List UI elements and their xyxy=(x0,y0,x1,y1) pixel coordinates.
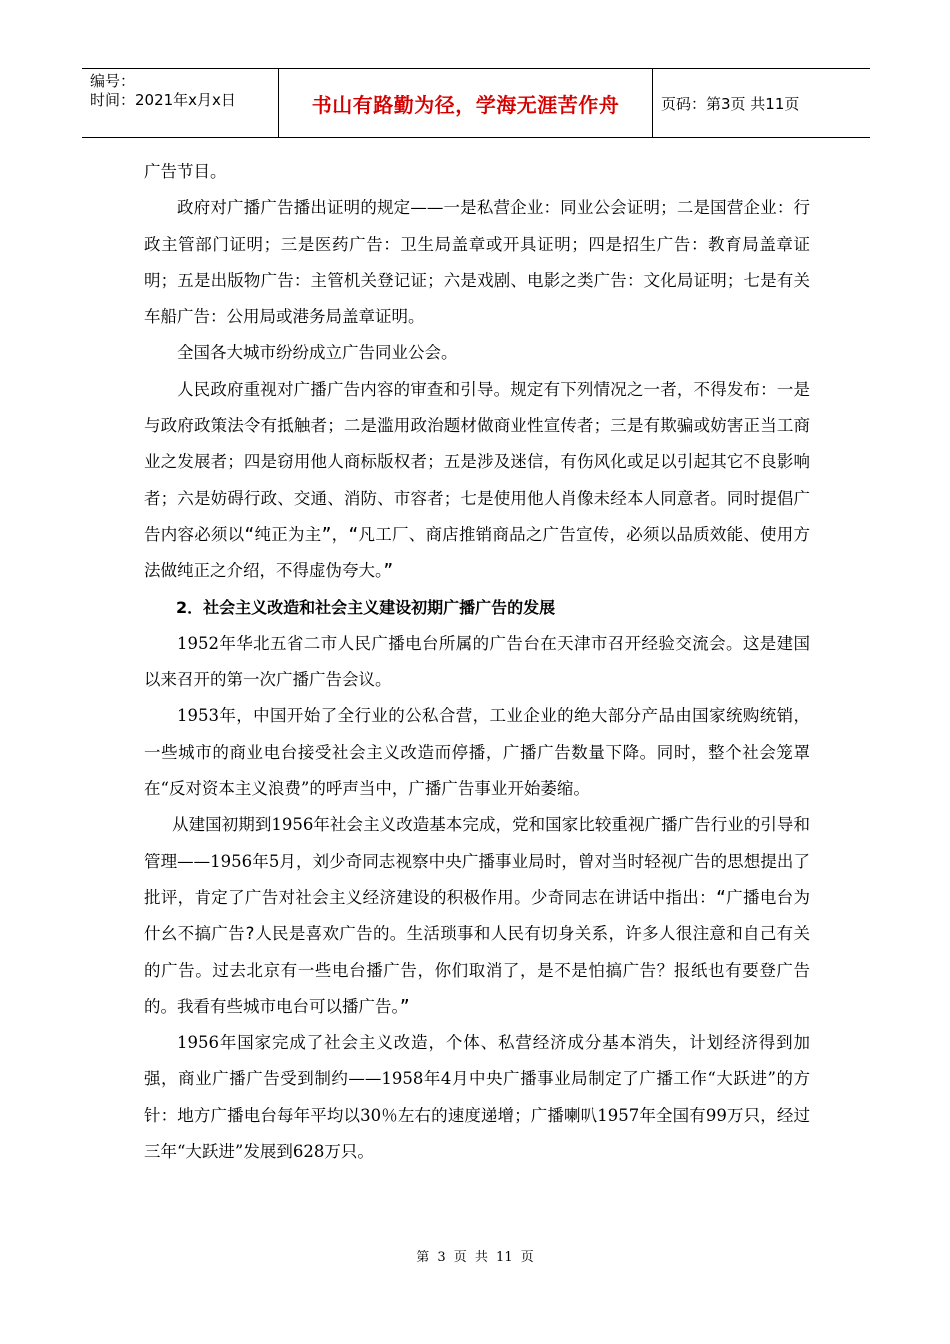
paragraph: 全国各大城市纷纷成立广告同业公会。 xyxy=(177,343,458,363)
page-header xyxy=(82,68,870,138)
paragraph-text: 人民政府重视对广播广告内容的审查和引导。规定有下列情况之一者，不得发布：一是与政府政策法令有抵触者；二是滥用政治题材做商业性宣传者；三是有欺骗或妨害正当工商业之发展者；四是窃用他人商标版权者；五是涉及迷信，有伤风化或足以引起其它不良影响者；六是妨碍行政、交通、消防、市容者；七是使用他人肖像未经本人同意者。同时提倡广告内容必须以 xyxy=(144,379,810,544)
paragraph-quote: “广播电台为什幺不搞广告?人民是喜欢广告的。生活琐事和人民有切身关系，许多人很注意和自己有关的广告。过去北京有一些电台播广告，你们取消了，是不是怕搞广告？报纸也有要登广告的。我看有些城市电台可以播广告。” xyxy=(144,887,810,1016)
paragraph-text: 从建国初期到1956年社会主义改造基本完成，党和国家比较重视广播广告行业的引导和管理——1956年5月，刘少奇同志视察中央广播事业局时，曾对当时轻视广告的思想提出了批评，肯定了广告对社会主义经济建设的积极作用。少奇同志在讲话中指出： xyxy=(144,815,810,907)
header-motto: 书山有路勤为径，学海无涯苦作舟 xyxy=(279,69,653,137)
paragraph-quote: “纯正为主”，“凡工厂、商店推销商品之广告宣传，必须以品质效能、使用方法做纯正之介绍，不得虚伪夸大。” xyxy=(144,524,811,581)
paragraph: 1953年，中国开始了全行业的公私合营，工业企业的绝大部分产品由国家统购统销，一些城市的商业电台接受社会主义改造而停播，广播广告数量下降。同时，整个社会笼罩在“反对资本主义浪费”的呼声当中，广播广告事业开始萎缩。 xyxy=(144,706,810,799)
section-heading: 2．社会主义改造和社会主义建设初期广播广告的发展 xyxy=(176,597,556,617)
paragraph: 广告节目。 xyxy=(144,162,227,181)
page-footer: 第 3 页 共 11 页 xyxy=(416,1250,534,1265)
paragraph xyxy=(144,372,810,590)
document-date: 时间：2021年x月x日 xyxy=(90,91,236,109)
paragraph: 政府对广播广告播出证明的规定——一是私营企业：同业公会证明；二是国营企业：行政主管部门证明；三是医药广告：卫生局盖章或开具证明；四是招生广告：教育局盖章证明；五是出版物广告：主管机关登记证；六是戏剧、电影之类广告：文化局证明；七是有关车船广告：公用局或港务局盖章证明。 xyxy=(144,198,810,327)
paragraph: 1952年华北五省二市人民广播电台所属的广告台在天津市召开经验交流会。这是建国以来召开的第一次广播广告会议。 xyxy=(144,633,810,690)
document-body xyxy=(144,154,810,1170)
paragraph xyxy=(144,807,810,1025)
header-page-info: 页码：第3页 共11页 xyxy=(661,94,800,113)
paragraph: 1956年国家完成了社会主义改造，个体、私营经济成分基本消失，计划经济得到加强，商业广播广告受到制约——1958年4月中央广播事业局制定了广播工作“大跃进”的方针：地方广播电台每年平均以30％左右的速度递增；广播喇叭1957年全国有99万只，经过三年“大跃进”发展到628万只。 xyxy=(144,1033,810,1162)
header-meta xyxy=(82,69,279,137)
document-number-label: 编号： xyxy=(90,72,136,90)
